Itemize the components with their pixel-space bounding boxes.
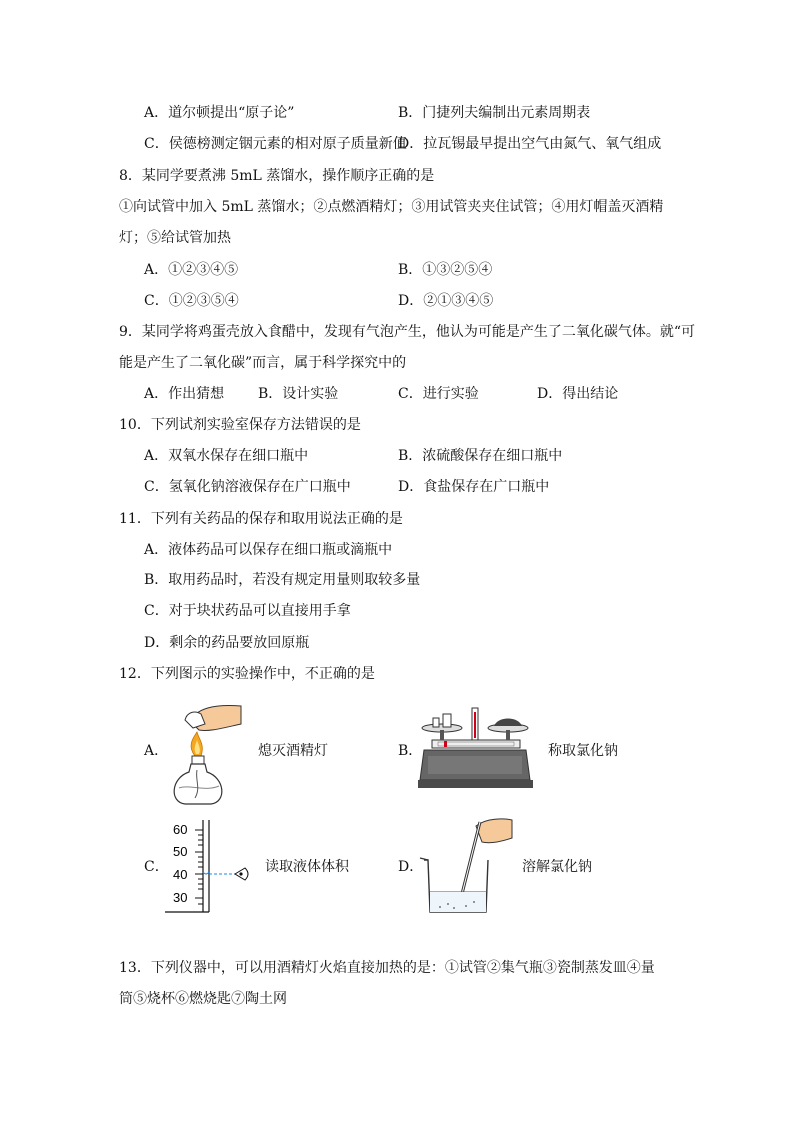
q11-option-c: C．对于块状药品可以直接用手拿 xyxy=(144,603,351,619)
q7-option-d: D．拉瓦锡最早提出空气由氮气、氧气组成 xyxy=(398,136,662,152)
q12-d-letter: D． xyxy=(398,859,424,875)
q9-option-c: C．进行实验 xyxy=(398,386,479,402)
q9-option-d: D．得出结论 xyxy=(537,386,619,402)
q8-option-c: C．①②③⑤④ xyxy=(144,293,239,309)
q8-option-d: D．②①③④⑤ xyxy=(398,293,494,309)
q9-option-b: B．设计实验 xyxy=(258,386,339,402)
q12-d-caption: 溶解氯化钠 xyxy=(522,859,592,875)
q10-option-b: B．浓硫酸保存在细口瓶中 xyxy=(398,448,563,464)
q12-b-caption: 称取氯化钠 xyxy=(548,743,618,759)
q7-option-a: A．道尔顿提出“原子论” xyxy=(144,105,295,121)
q13-stem-line1: 13．下列仪器中，可以用酒精灯火焰直接加热的是：①试管②集气瓶③瓷制蒸发皿④量 xyxy=(119,960,655,976)
q9-option-a: A．作出猜想 xyxy=(144,386,225,402)
alcohol-lamp-figure xyxy=(165,698,245,806)
q11-option-a: A．液体药品可以保存在细口瓶或滴瓶中 xyxy=(144,542,393,558)
q12-c-caption: 读取液体体积 xyxy=(265,859,349,875)
q12-b-letter: B． xyxy=(398,743,423,759)
q7-option-c: C．侯德榜测定铟元素的相对原子质量新值 xyxy=(144,136,407,152)
q12-c-letter: C． xyxy=(144,859,169,875)
graduated-cylinder-figure xyxy=(165,818,265,914)
q11-stem: 11．下列有关药品的保存和取用说法正确的是 xyxy=(119,511,403,527)
cylinder-tick-50: 50 xyxy=(173,844,188,859)
cylinder-tick-60: 60 xyxy=(173,822,188,837)
q12-a-caption: 熄灭酒精灯 xyxy=(258,743,328,759)
q7-option-b: B．门捷列夫编制出元素周期表 xyxy=(398,105,591,121)
q10-option-d: D．食盐保存在广口瓶中 xyxy=(398,479,550,495)
q11-option-b: B．取用药品时，若没有规定用量则取较多量 xyxy=(144,572,421,588)
q8-steps-line2: 灯；⑤给试管加热 xyxy=(119,230,231,246)
q11-option-d: D．剩余的药品要放回原瓶 xyxy=(144,635,310,651)
q10-option-c: C．氢氧化钠溶液保存在广口瓶中 xyxy=(144,479,351,495)
cylinder-tick-40: 40 xyxy=(173,867,188,882)
q8-steps-line1: ①向试管中加入 5mL 蒸馏水；②点燃酒精灯；③用试管夹夹住试管；④用灯帽盖灭酒精 xyxy=(119,199,664,215)
cylinder-tick-30: 30 xyxy=(173,890,188,905)
q8-option-a: A．①②③④⑤ xyxy=(144,262,239,278)
q12-a-letter: A． xyxy=(144,743,169,759)
q8-stem: 8．某同学要煮沸 5mL 蒸馏水，操作顺序正确的是 xyxy=(119,168,435,184)
q10-stem: 10．下列试剂实验室保存方法错误的是 xyxy=(119,417,361,433)
q10-option-a: A．双氧水保存在细口瓶中 xyxy=(144,448,309,464)
q8-option-b: B．①③②⑤④ xyxy=(398,262,493,278)
q9-stem-line1: 9．某同学将鸡蛋壳放入食醋中，发现有气泡产生，他认为可能是产生了二氧化碳气体。就“可 xyxy=(119,324,696,340)
q9-stem-line2: 能是产生了二氧化碳”而言，属于科学探究中的 xyxy=(119,355,407,371)
q13-stem-line2: 筒⑤烧杯⑥燃烧匙⑦陶土网 xyxy=(119,991,287,1007)
beaker-stirring-figure xyxy=(418,812,514,918)
q12-stem: 12．下列图示的实验操作中，不正确的是 xyxy=(119,666,375,682)
balance-figure xyxy=(418,700,533,792)
